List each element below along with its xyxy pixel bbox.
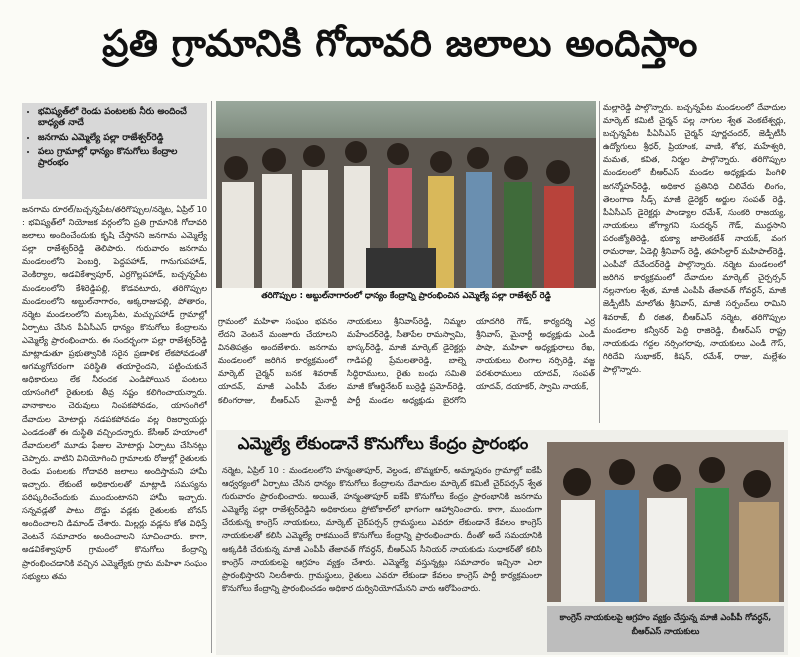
article-text: గ్రామంలో మహిళా సంఘం భవనం లేదని వెంటనే మంజూరు చేయాలని వినతిపత్రం అందజేశారు. జనగామ మండలంలో జరిగిన కార్యక్రమంలో మార్కెట్ చైర్మన్ బనక శివరాజ్ యాదవ్, మాజీ ఎంపీపీ మేకల కలింగరాజు, బీఆర్‌ఎస్ మైనార్టీ నాయకులు శ్రీనివాస్‌రెడ్డి, నిమ్మల మహేందర్‌రెడ్డి, సీతాపేల రామస్వామి, భాస్కర్‌రెడ్డి, మాజీ మార్కెట్ డైరెక్టర్లు గాడిపల్లి ప్రేమలతారెడ్డి, బాల్నె సిద్ధిరాములు, రైతు బంధు సమితి మాజీ కోఆర్డినేటర్ బుర్రెడ్డి ప్రమోద్‌రెడ్డి, పార్టీ మండల అధ్యక్షుడు బైరగోని యాదగిరి గౌడ్, కార్యదర్శి ఎర్ర శ్రీనివాస్, మైనార్టీ అధ్యక్షుడు ఎండీ పాషా, మహిళా అధ్యక్షురాలు రేఖ, నాయకులు లింగాల నర్సిరెడ్డి, వజ్జ పరశురాములు యాదవ్, సంపత్ యాదవ్, దయాకర్, స్వామి నాయక్, [218, 316, 595, 405]
highlights-box [22, 103, 207, 199]
photo-caption-1 [216, 290, 596, 306]
column-divider [599, 101, 600, 423]
sub-article-text [222, 464, 542, 654]
article-column-1 [22, 203, 207, 655]
news-photo-protest [547, 442, 784, 602]
article-text: మల్లారెడ్డి పాల్గొన్నారు. బచ్చన్నపేట మండలంలో దేవాదుల మార్కెట్ కమిటీ చైర్మన్ పల్ల నాగుల శ్వేత వెంకటేశ్వర్లు, బచ్చన్నపేట పీఏసీఎస్ చైర్మన్ పూర్ణచందర్, జెడ్పీటీసీ ఉద్యోగులు శ్రీధర్, ప్రియాంక, వాణి, శోభ, మహేశ్వరి, మమత, కవిత, నిర్మల పాల్గొన్నారు. తరిగొప్పుల మండలంలో బీఆర్‌ఎస్ మండల అధ్యక్షుడు పింగిళి జగన్మోహన్‌రెడ్డి, అధికార ప్రతినిధి చిలివేరు లింగం, తెలంగాణ సీడ్స్ మాజీ డైరెక్టర్ అర్జుల సంపత్ రెడ్డి, పీఏసీఎస్ డైరెక్టర్లు పాండ్యాల రమేశ్, సుంకరి రాజయ్య, నాయకులు జోగ్యాగని సుదర్శన్ గౌడ్, ముద్దసాని పరంజ్యోతిరెడ్డి, భుక్యా జాలెంకటేశ్ నాయక్, వంగ రామరాజు, ఏడెల్లి శ్రీనివాస్ రెడ్డి, తహసిల్దార్ మహిపాల్‌రెడ్డి, ఎంపీవో దేవేందర్‌రెడ్డి పాల్గొన్నారు. నర్మెట మండలంలో జరిగిన కార్యక్రమంలో దేవాదుల మార్కెట్ చైర్పర్సన్ నల్లనాగుల శ్వేత, మాజీ ఎంపీపీ తేజావత్ గోవర్ధన్, మాజీ జెడ్పీటీసీ మాలోతు శ్రీనివాస్, మాజీ సర్పంచ్‌లు రామిని శివరాజ్, బీ రజిత, బీఆర్‌ఎస్ నర్మెట, తరిగొప్పుల మండలాల కన్వీనర్ పెద్ది రాజిరెడ్డి, బీఆర్‌ఎస్ రాష్ట్ర నాయకుడు గద్దల నర్సింగరావు, నాయకులు ఎండీ గౌస్, గిరిదేవి సుభాకర్, కిషన్, రమేశ్, రాజు, మల్లేశం పాల్గొన్నారు. [603, 102, 786, 374]
caption-text: : అబ్దుల్‌నాగారంలో ధాన్యం కేంద్రాన్ని ప్రారంభించిన ఎమ్మెల్యే పల్లా రాజేశ్వర్ రెడ్డి [299, 290, 551, 300]
highlight-item: • పలు గ్రామాల్లో ధాన్యం కొనుగోలు కేంద్రాల ప్రారంభం [38, 147, 203, 170]
column-divider [211, 101, 212, 653]
caption-place: తరిగొప్పుల [261, 290, 297, 300]
article-continuation [218, 315, 595, 423]
article-text: జనగామ రూరల్/బచ్చన్నపేట/తరిగొప్పుల/నర్మెట, ఏప్రిల్ 10 : భవిష్యత్‌లో నియోజక వర్గంలోని ప్రతి గ్రామానికి గోదావరి జలాలు అందించేందుకు కృషి చేస్తానని జనగామ ఎమ్మెల్యే పల్లా రాజేశ్వర్‌రెడ్డి తెలిపారు. గురువారం జనగామ మండలంలోని పెంబర్తి, పెద్దపహాడ్, గానుగుపహాడ్, వెంకిర్యాల, అడవికేశ్వాపూర్, ఎర్రగొల్లపహాడ్, బచ్చన్నపేట మండలంలోని కేశిరెడ్డిపల్లి, కొడవటూరు, తరిగొప్పుల మండలంలోని అబ్దుల్‌నాగారం, అక్కరాజుపల్లి, పోతారం, నర్మెట మండలంలోని మల్కపేట, మచ్చుపహాడ్ గ్రామాల్లో ఏర్పాటు చేసిన పీఏసీఎస్ ధాన్యం కొనుగోలు కేంద్రాలను ఎమ్మెల్యే ప్రారంభించారు. ఈ సందర్భంగా పల్లా రాజేశ్వర్‌రెడ్డి మాట్లాడుతూ ప్రభుత్వానికి సరైన ప్రణాళిక లేకపోవడంతో అగమ్యగోచరంగా పరిస్థితి తయారైందని, పట్టించుకునే అధికారులు లేక నీరందక ఎండిపోయిన పంటలు యాసంగిలో రైతులకు తీవ్ర నష్టం కలిగించాయన్నారు. వానాకాలం చెరువులు నింపకపోవడం, యాసంగిలో దేవాదుల మోటార్లు నడపకపోవడం వల్ల రిజర్వాయర్లు ఎండడంతో ఈ దుస్థితి వచ్చిందన్నారు. కేసీఆర్ హయాంలో దేవాదులలో మూడు ఫేజుల మోటార్లు ఏర్పాటు చేసినట్లు చెప్పారు. వాటిని వినియోగించి గ్రామాలకు రోజుల్లో రైతులకు రెండు పంటలకు గోదావరి జలాలు అందిస్తామని హామీ ఇచ్చారు. లేకుంటే అధికారులతో మాట్లాడి సమస్యను పరిష్కరించేందుకు ముందుంటానని హామీ ఇచ్చారు. సన్నవడ్లతో పాటు దొడ్డు వడ్లకు రైతులకు బోనస్ అందించాలని డిమాండ్ చేశారు. మిల్లర్లు వడ్లను కోత విధిస్తే వెంటనే సమాచారం అందించాలని సూచించారు. కాగా, అడవికేశ్వాపూర్ గ్రామంలో కొనుగోలు కేంద్రాన్ని ప్రారంభించడానికి వచ్చిన ఎమ్మెల్యేకు గ్రామ మహిళా సంఘం సభ్యులు తమ [22, 204, 207, 581]
highlight-item: • జనగామ ఎమ్మెల్యే పల్లా రాజేశ్వర్‌రెడ్డి [38, 133, 203, 144]
article-text: నర్మెట, ఏప్రిల్ 10 : మండలంలోని హన్మంతాపూర్, వెల్దండ, బొమ్మకూర్, అమ్మాపురం గ్రామాల్లో ఐకేపీ ఆధ్వర్యంలో ఏర్పాటు చేసిన ధాన్యం కొనుగోలు కేంద్రాలను దేవాదుల మార్కెట్ కమిటీ చైర్‌పర్సన్ శ్వేత గురువారం ప్రారంభించారు. అయితే, హన్మంతాపూర్ ఐకేపీ కొనుగోలు కేంద్రం ప్రారంభానికి జనగామ ఎమ్మెల్యే పల్లా రాజేశ్వర్‌రెడ్డిని అధికారులు ప్రోటోకాల్‌లో భాగంగా ఆహ్వానించారు. కాగా, ముందుగా చేరుకున్న కాంగ్రెస్ నాయకులు, మార్కెట్ చైర్‌పర్సన్ గ్రామస్థులు ఎవరూ లేకుండానే కేవలం కాంగ్రెస్ నాయకులతో కలిసి ఎమ్మెల్యే రాకముందే కొనుగోలు కేంద్రాన్ని ప్రారంభించారు. దీంతో అదే సమయానికి అక్కడికి చేరుకున్న మాజీ ఎంపీపీ తేజావత్ గోవర్ధన్, బీఆర్‌ఎస్ సీనియర్ నాయకుడు సుధాకర్‌తో కలిసి కాంగ్రెస్ నాయకులపై ఆగ్రహం వ్యక్తం చేశారు. ఎమ్మెల్యే వస్తున్నట్లు సమాచారం ఇచ్చినా ఎలా ప్రారంభిస్తారని నిలదీశారు. గ్రామస్థులు, రైతులు ఎవరూ లేకుండా కేవలం కాంగ్రెస్ పార్టీ కార్యక్రమంలా కొనుగోలు కేంద్రాన్ని ప్రారంభించడం అధికార దుర్వినియోగమేనని వారు ఆరోపించారు. [222, 465, 542, 593]
photo-caption-2: కాంగ్రెస్ నాయకులపై ఆగ్రహం వ్యక్తం చేస్తున్న మాజీ ఎంపీపీ గోవర్ధన్, బీఆర్‌ఎస్ నాయకులు [547, 606, 784, 652]
headline: ప్రతి గ్రామానికి గోదావరి జలాలు అందిస్తాం [102, 22, 698, 65]
group-illustration [547, 442, 784, 602]
highlight-item: • భవిష్యత్‌లో రెండు పంటలకు నీరు అందించే బాధ్యత నాదే [38, 107, 203, 130]
sub-article-headline: ఎమ్మెల్యే లేకుండానే కొనుగోలు కేంద్రం ప్రారంభం [237, 433, 529, 453]
news-photo-grain-center [216, 101, 596, 288]
article-column-4 [603, 101, 786, 423]
crowd-illustration [216, 138, 596, 288]
